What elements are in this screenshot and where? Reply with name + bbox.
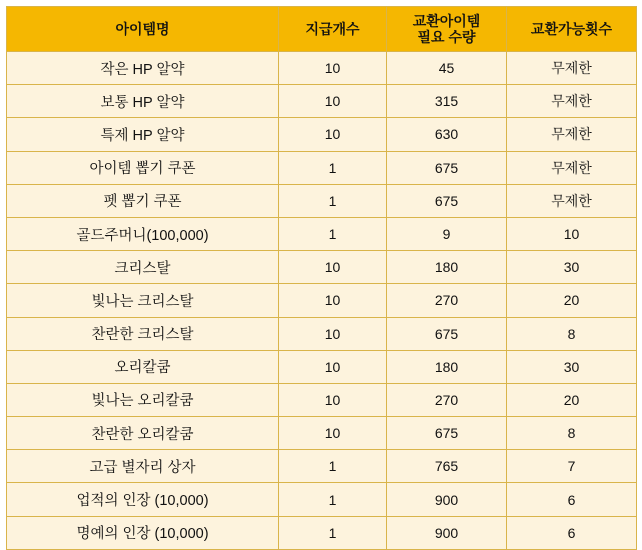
cell-exchange-limit: 30 [507, 251, 637, 284]
cell-exchange-limit: 20 [507, 284, 637, 317]
cell-item-name: 아이템 뽑기 쿠폰 [7, 151, 279, 184]
cell-required-amount: 630 [387, 118, 507, 151]
column-header-give-count [279, 7, 387, 52]
cell-required-amount: 45 [387, 52, 507, 85]
cell-required-amount: 900 [387, 516, 507, 549]
cell-give-count: 1 [279, 516, 387, 549]
table-row [7, 417, 637, 450]
cell-item-name: 오리칼쿰 [7, 350, 279, 383]
cell-exchange-limit: 무제한 [507, 151, 637, 184]
cell-exchange-limit: 6 [507, 483, 637, 516]
cell-exchange-limit: 7 [507, 450, 637, 483]
table-row [7, 450, 637, 483]
column-header-item-name-line-1: 아이템명 [115, 20, 170, 37]
cell-give-count: 10 [279, 383, 387, 416]
cell-item-name: 크리스탈 [7, 251, 279, 284]
column-header-give-count-line-1: 지급개수 [305, 20, 360, 37]
cell-exchange-limit: 8 [507, 417, 637, 450]
cell-required-amount: 180 [387, 251, 507, 284]
cell-exchange-limit: 무제한 [507, 118, 637, 151]
cell-required-amount: 315 [387, 85, 507, 118]
cell-required-amount: 180 [387, 350, 507, 383]
table-row [7, 217, 637, 250]
cell-item-name: 빛나는 크리스탈 [7, 284, 279, 317]
cell-item-name: 빛나는 오리칼쿰 [7, 383, 279, 416]
cell-item-name: 찬란한 오리칼쿰 [7, 417, 279, 450]
cell-give-count: 10 [279, 251, 387, 284]
cell-exchange-limit: 무제한 [507, 52, 637, 85]
column-header-item-name [7, 7, 279, 52]
table-row [7, 284, 637, 317]
table-row [7, 52, 637, 85]
cell-required-amount: 675 [387, 184, 507, 217]
cell-exchange-limit: 무제한 [507, 184, 637, 217]
cell-exchange-limit: 8 [507, 317, 637, 350]
cell-required-amount: 765 [387, 450, 507, 483]
table-row [7, 151, 637, 184]
column-header-required-amount-line-1: 교환아이템 [412, 12, 481, 29]
cell-give-count: 10 [279, 118, 387, 151]
cell-exchange-limit: 20 [507, 383, 637, 416]
column-header-required-amount [387, 7, 507, 52]
item-exchange-table [6, 6, 637, 550]
cell-required-amount: 900 [387, 483, 507, 516]
cell-give-count: 1 [279, 450, 387, 483]
table-row [7, 85, 637, 118]
cell-required-amount: 675 [387, 417, 507, 450]
cell-give-count: 1 [279, 151, 387, 184]
cell-give-count: 10 [279, 284, 387, 317]
cell-give-count: 10 [279, 85, 387, 118]
table-row [7, 383, 637, 416]
table-row [7, 483, 637, 516]
column-header-exchange-limit [507, 7, 637, 52]
table-row [7, 516, 637, 549]
cell-give-count: 1 [279, 483, 387, 516]
cell-required-amount: 9 [387, 217, 507, 250]
table-row [7, 251, 637, 284]
cell-give-count: 10 [279, 52, 387, 85]
cell-give-count: 1 [279, 217, 387, 250]
table-row [7, 118, 637, 151]
cell-item-name: 명예의 인장 (10,000) [7, 516, 279, 549]
cell-item-name: 업적의 인장 (10,000) [7, 483, 279, 516]
cell-required-amount: 675 [387, 317, 507, 350]
cell-give-count: 1 [279, 184, 387, 217]
column-header-exchange-limit-line-1: 교환가능횟수 [530, 20, 613, 37]
cell-item-name: 보통 HP 알약 [7, 85, 279, 118]
cell-item-name: 골드주머니(100,000) [7, 217, 279, 250]
column-header-required-amount-line-2: 필요 수량 [417, 29, 476, 45]
cell-give-count: 10 [279, 417, 387, 450]
cell-item-name: 고급 별자리 상자 [7, 450, 279, 483]
cell-exchange-limit: 10 [507, 217, 637, 250]
cell-give-count: 10 [279, 317, 387, 350]
table-row [7, 350, 637, 383]
cell-exchange-limit: 6 [507, 516, 637, 549]
cell-item-name: 찬란한 크리스탈 [7, 317, 279, 350]
cell-give-count: 10 [279, 350, 387, 383]
cell-item-name: 작은 HP 알약 [7, 52, 279, 85]
table-row [7, 184, 637, 217]
cell-required-amount: 270 [387, 284, 507, 317]
table-header-row [7, 7, 637, 52]
cell-required-amount: 675 [387, 151, 507, 184]
cell-item-name: 특제 HP 알약 [7, 118, 279, 151]
cell-exchange-limit: 30 [507, 350, 637, 383]
table-body [7, 52, 637, 550]
cell-exchange-limit: 무제한 [507, 85, 637, 118]
cell-item-name: 펫 뽑기 쿠폰 [7, 184, 279, 217]
table-header [7, 7, 637, 52]
table-row [7, 317, 637, 350]
cell-required-amount: 270 [387, 383, 507, 416]
